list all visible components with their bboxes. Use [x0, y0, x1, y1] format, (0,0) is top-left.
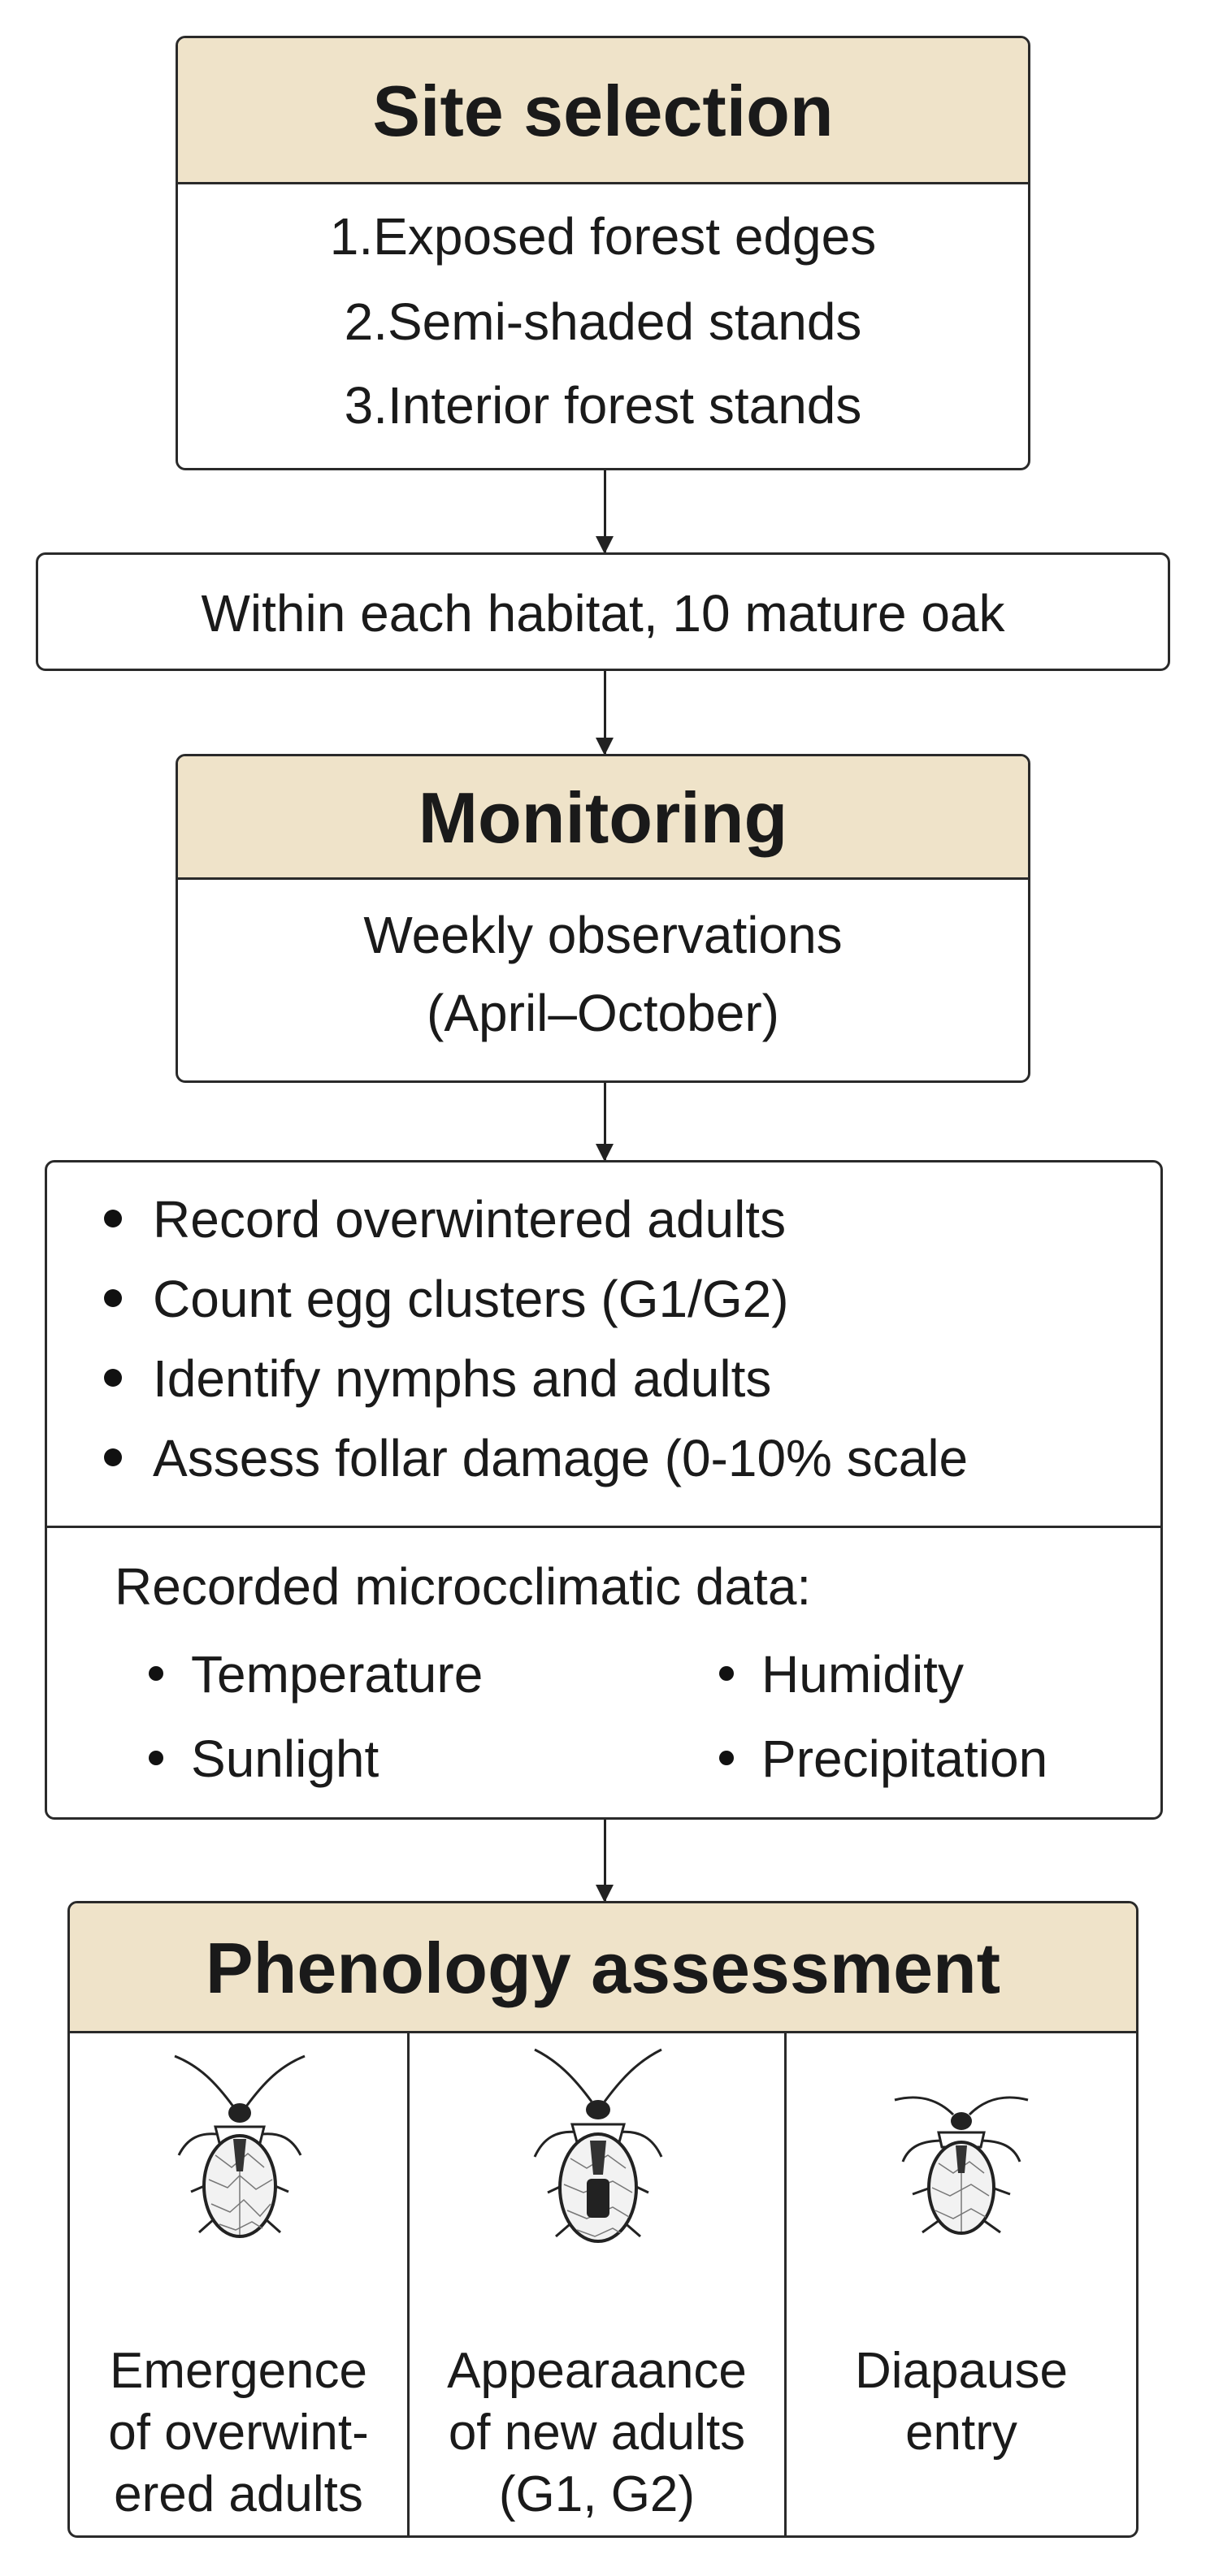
stage-2-line-2: of new adults [448, 2405, 746, 2461]
micro-item-temperature: Temperature [149, 1648, 483, 1700]
bullet-icon [104, 1369, 122, 1387]
phenology-title: Phenology assessment [205, 1928, 1001, 2008]
bug-icon [517, 2045, 679, 2256]
stage-3-line-2: entry [905, 2405, 1017, 2461]
site-item-1: 1.Exposed forest edges [329, 207, 877, 266]
records-box [45, 1160, 1163, 1820]
bug-icon [880, 2066, 1043, 2253]
site-selection-title: Site selection [372, 71, 834, 151]
stage-1-line-3: ered adults [114, 2466, 363, 2522]
bug-icon [158, 2050, 321, 2253]
site-selection-box [176, 36, 1030, 470]
bullet-icon [719, 1666, 734, 1681]
micro-item-precipitation: Precipitation [719, 1733, 1047, 1785]
stage-1-line-2: of overwint- [108, 2405, 369, 2461]
stage-2-line-1: Appearaance [447, 2343, 747, 2399]
arrow-4 [604, 1820, 606, 1901]
micro-title: Recorded microcclimatic data: [115, 1557, 812, 1616]
micro-item-humidity: Humidity [719, 1648, 964, 1700]
phenology-row [70, 2033, 1136, 2535]
stage-diapause [787, 2033, 1136, 2535]
bullet-icon [149, 1666, 163, 1681]
monitoring-line-1: Weekly observations [363, 906, 843, 964]
phenology-header [70, 1903, 1136, 2033]
site-item-2: 2.Semi-shaded stands [344, 292, 862, 351]
site-item-3: 3.Interior forest stands [344, 376, 862, 435]
stage-3-line-1: Diapause [855, 2343, 1068, 2399]
habitat-box [36, 552, 1170, 671]
monitoring-header [178, 756, 1028, 880]
monitoring-title: Monitoring [418, 777, 788, 858]
micro-item-sunlight: Sunlight [149, 1733, 379, 1785]
phenology-box [67, 1901, 1138, 2538]
habitat-text: Within each habitat, 10 mature oak [201, 584, 1005, 643]
arrow-1 [604, 470, 606, 552]
bullet-icon [104, 1210, 122, 1227]
record-item-4: Assess follar damage (0-10% scale [104, 1432, 968, 1484]
monitoring-box [176, 754, 1030, 1083]
stage-emergence [70, 2033, 410, 2535]
arrow-2 [604, 671, 606, 754]
bullet-icon [719, 1751, 734, 1765]
record-item-2: Count egg clusters (G1/G2) [104, 1273, 789, 1325]
stage-2-line-3: (G1, G2) [498, 2466, 696, 2522]
stage-new-adults [410, 2033, 787, 2535]
stage-1-line-1: Emergence [109, 2343, 368, 2399]
bullet-icon [104, 1289, 122, 1307]
record-item-1: Record overwintered adults [104, 1193, 786, 1245]
bullet-icon [104, 1448, 122, 1466]
bullet-icon [149, 1751, 163, 1765]
site-selection-header [178, 38, 1028, 184]
monitoring-line-2: (April–October) [427, 984, 779, 1042]
arrow-3 [604, 1083, 606, 1160]
records-divider [47, 1526, 1160, 1528]
record-item-3: Identify nymphs and adults [104, 1353, 771, 1405]
